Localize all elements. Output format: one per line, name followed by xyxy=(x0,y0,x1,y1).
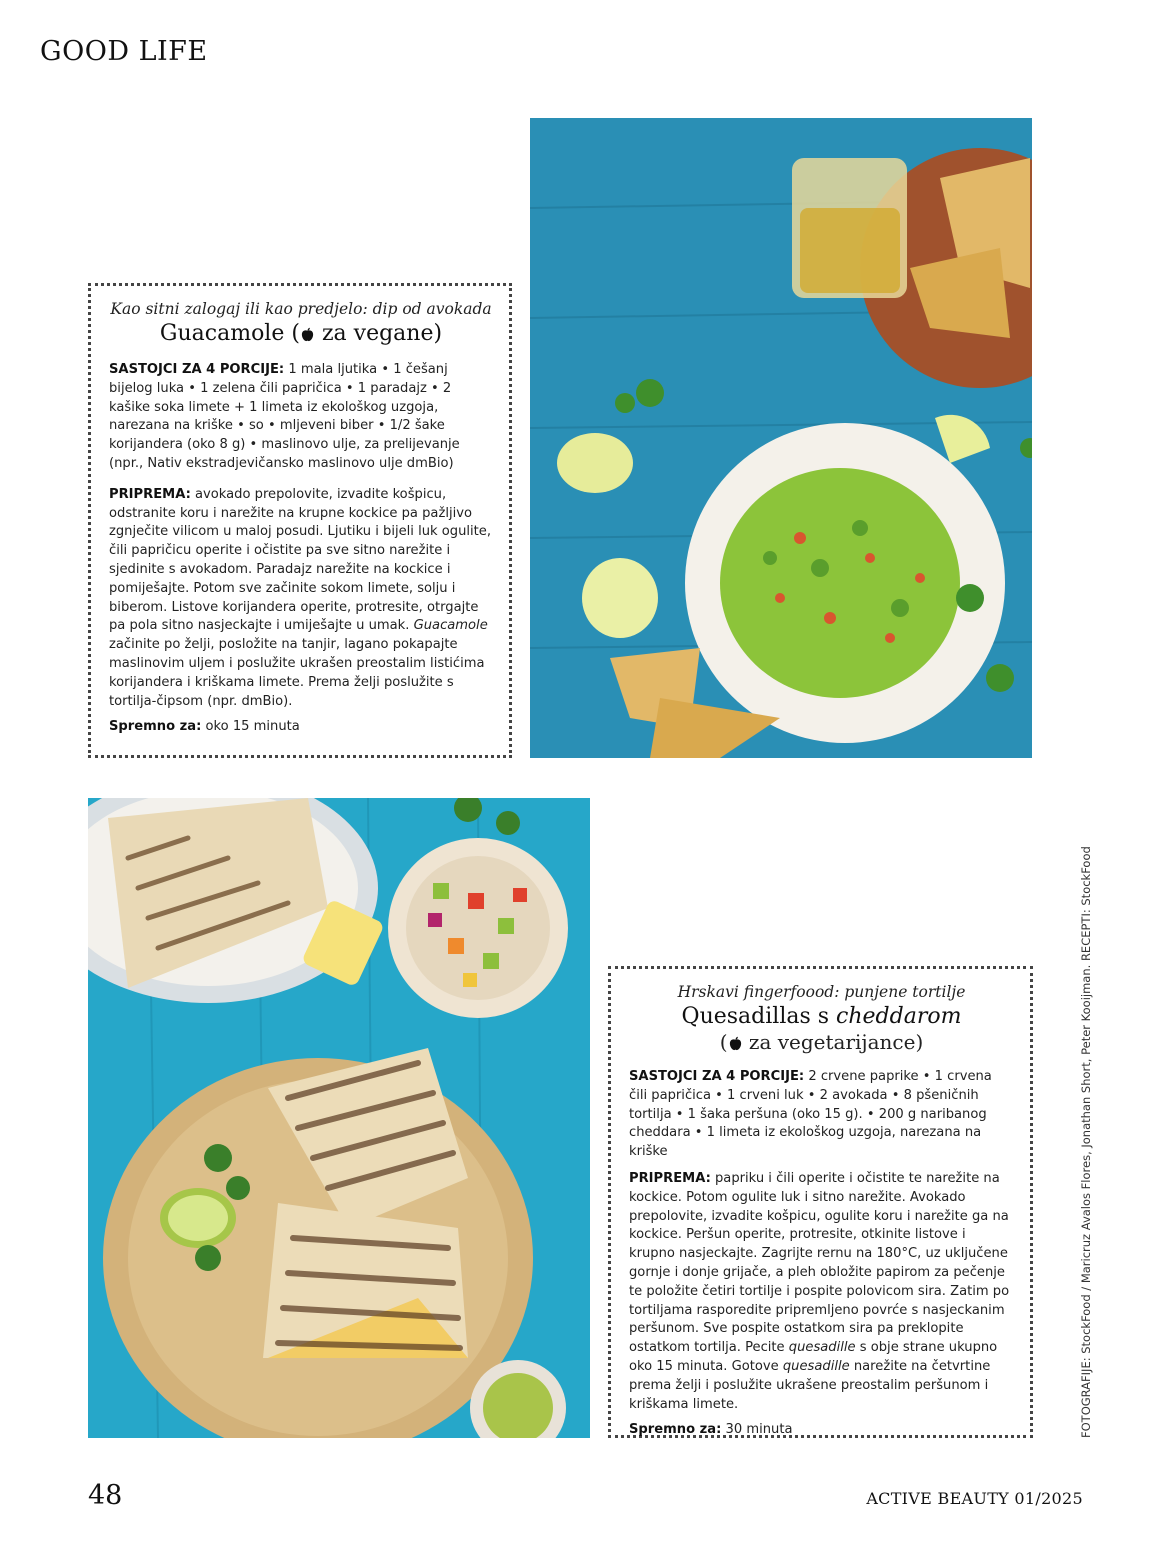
quesadillas-title: Quesadillas s cheddarom xyxy=(681,1004,962,1029)
guacamole-photo xyxy=(530,118,1032,758)
quesadillas-kicker: Hrskavi fingerfoood: punjene tortilje xyxy=(677,983,966,1001)
page-number: 48 xyxy=(88,1480,123,1511)
quesadillas-illustration xyxy=(88,798,590,1438)
apple-icon xyxy=(300,327,315,342)
quesadillas-recipe-box xyxy=(608,966,1033,1438)
quesadillas-ready-time: Spremno za: 30 minuta xyxy=(629,1422,793,1438)
guacamole-preparation: PRIPREMA: avokado prepolovite, izvadite košpicu, odstranite koru i narežite na krupne kockice pa pažljivo zgnječite vilicom u maloj posudi. Ljutiku i bijeli luk ogulite, čili papričicu operite i očistite pa sve sitno narežite i sjedinite s avokadom. Paradajz narežite na kockice i pomiješajte. Potom sve začinite sokom limete, solju i biberom. Listove korijandera operite, protresite, otrgajte pa pola sitno nasjeckajte i umiješajte u umak. Guacamole začinite po želji, posložite na tanjir, lagano pokapajte maslinovim uljem i poslužite ukrašen preostalim listićima korijandera i kriškama limete. Prema želji poslužite s tortilja-čipsom (npr. dmBio). xyxy=(109,486,492,709)
section-header: GOOD LIFE xyxy=(40,36,208,67)
guacamole-recipe-box xyxy=(88,283,512,758)
magazine-issue: ACTIVE BEAUTY 01/2025 xyxy=(866,1489,1083,1508)
quesadillas-photo xyxy=(88,798,590,1438)
quesadillas-ingredients: SASTOJCI ZA 4 PORCIJE: 2 crvene paprike • 1 crvena čili papričica • 1 crveni luk • 2 avokada • 8 pšeničnih tortilja • 1 šaka peršuna (oko 15 g). • 200 g naribanog cheddara • 1 limeta iz ekološkog uzgoja, narezana na kriške xyxy=(629,1069,992,1160)
guacamole-kicker: Kao sitni zalogaj ili kao predjelo: dip od avokada xyxy=(110,300,492,318)
photo-credits: FOTOGRAFIJE: StockFood / Maricruz Avalos Flores, Jonathan Short, Peter Kooijman. RECEPTI: StockFood xyxy=(1079,846,1093,1438)
guacamole-illustration xyxy=(530,118,1032,758)
guacamole-ingredients: SASTOJCI ZA 4 PORCIJE: 1 mala ljutika • 1 češanj bijelog luka • 1 zelena čili papričica • 1 paradajz • 2 kašike soka limete + 1 limeta iz ekološkog uzgoja, narezana na kriške • so • mljeveni biber • 1/2 šake korijandera (oko 8 g) • maslinovo ulje, za prelijevanje (npr., Nativ ekstradjevičansko maslinovo ulje dmBio) xyxy=(109,362,460,471)
quesadillas-preparation: PRIPREMA: papriku i čili operite i očistite te narežite na kockice. Potom ogulite luk i sitno narežite. Avokado prepolovite, izvadite košpicu, ogulite koru i narežite ga na kockice. Peršun operite, protresite, otkinite listove i krupno nasjeckajte. Zagrijte rernu na 180°C, uz uključene gornje i donje grijače, a pleh obložite papirom za pečenje te položite četiri tortilje i pospite polovicom sira. Zatim po tortiljama rasporedite pripremljeno povrće s nasjeckanim peršunom. Sve pospite ostatkom sira pa preklopite ostatkom tortilja. Pecite quesadille s obje strane ukupno oko 15 minuta. Gotove quesadille narežite na četvrtine prema želji i poslužite ukrašene preostalim peršunom i kriškama limete. xyxy=(629,1170,1010,1412)
guacamole-title: Guacamole ( za vegane) xyxy=(159,321,443,346)
quesadillas-subtitle: ( za vegetarijance) xyxy=(719,1030,924,1054)
apple-icon xyxy=(728,1036,743,1051)
guacamole-ready-time: Spremno za: oko 15 minuta xyxy=(109,719,300,735)
